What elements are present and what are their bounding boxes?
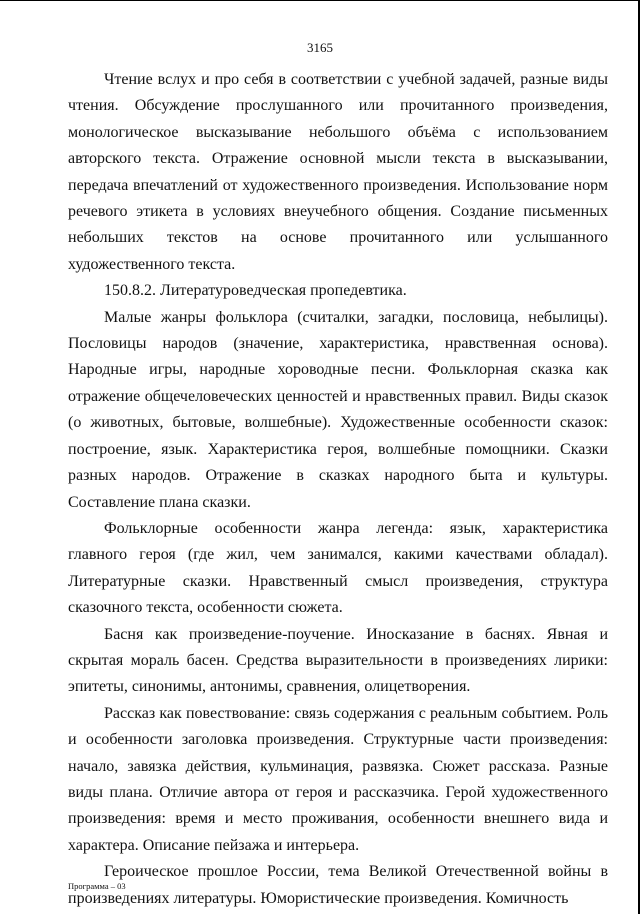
paragraph-heroic-past: Героическое прошлое России, тема Великой Отечественной войны в произведениях литературы. Юмористические произведения. Комичность: [68, 863, 608, 907]
paragraph-legend: Фольклорные особенности жанра легенда: язык, характеристика главного героя (где жил, чем занимался, какими качествами обладал). Литературные сказки. Нравственный смысл произведения, структура сказочного текста, особенности сюжета.: [68, 519, 608, 617]
page-number: 3165: [307, 40, 333, 55]
page-top-edge: [0, 0, 640, 1]
page-footer: Программа – 03: [68, 881, 126, 891]
paragraph-fable: Басня как произведение-поучение. Иносказание в баснях. Явная и скрытая мораль басен. Средства выразительности в произведениях лирики: эпитеты, синонимы, антонимы, сравнения, олицетворения.: [68, 625, 608, 696]
paragraph-story: Рассказ как повествование: связь содержания с реальным событием. Роль и особенности заголовка произведения. Структурные части произведения: начало, завязка действия, кульминация, развязка. Сюжет рассказа. Разные виды плана. Отличие автора от героя и рассказчика. Герой художественного произведения: время и место проживания, особенности внешнего вида и характера. Описание пейзажа и интерьера.: [68, 704, 608, 854]
paragraph-reading: Чтение вслух и про себя в соответствии с учебной задачей, разные виды чтения. Обсуждение прослушанного или прочитанного произведения, монологическое высказывание небольшого объёма с использованием авторского текста. Отражение основной мысли текста в высказывании, передача впечатлений от художественного произведения. Использование норм речевого этикета в условиях внеучебного общения. Создание письменных небольших текстов на основе прочитанного или услышанного художественного текста.: [68, 71, 608, 273]
document-body: [68, 67, 608, 912]
section-heading-literary-propaedeutics: 150.8.2. Литературоведческая пропедевтика.: [104, 282, 407, 300]
paragraph-folklore-genres: Малые жанры фольклора (считалки, загадки, пословица, небылицы). Пословицы народов (значение, характеристика, нравственная основа). Народные игры, народные хороводные песни. Фольклорная сказка как отражение общечеловеческих ценностей и нравственных правил. Виды сказок (о животных, бытовые, волшебные). Художественные особенности сказок: построение, язык. Характеристика героя, волшебные помощники. Сказки разных народов. Отражение в сказках народного быта и культуры. Составление плана сказки.: [68, 308, 608, 511]
